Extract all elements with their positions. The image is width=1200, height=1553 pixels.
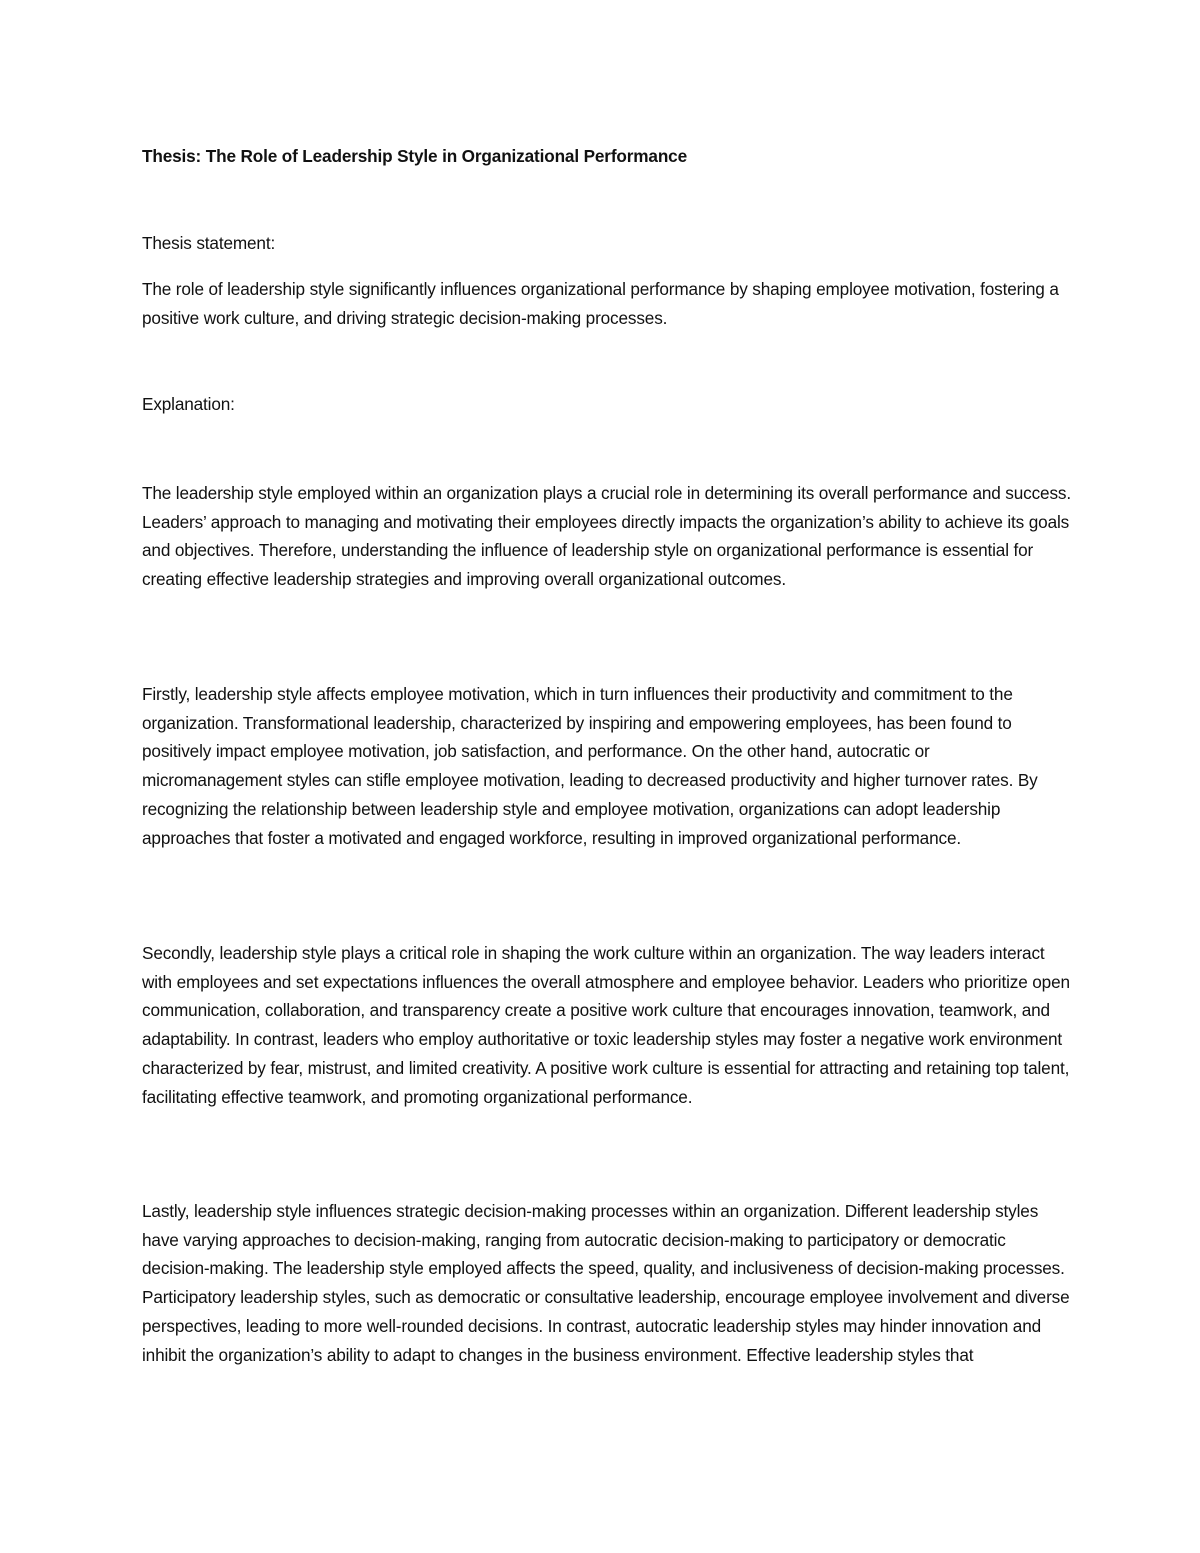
explanation-paragraph-intro: The leadership style employed within an organization plays a crucial role in determining its overall performance and success. Leaders’ approach to managing and motivating their employees directly impacts the organization’s ability to achieve its goals and objectives. Therefore, understanding the influence of leadership style on organizational performance is essential for creating effective leadership strategies and improving overall organizational outcomes. — [142, 483, 1071, 590]
thesis-statement-heading: Thesis statement: — [142, 233, 276, 253]
explanation-paragraph-decision-making: Lastly, leadership style influences strategic decision-making processes within an organization. Different leadership styles have varying approaches to decision-making, ranging from autocratic decision-making to participatory or democratic decision-making. The leadership style employed affects the speed, quality, and inclusiveness of decision-making processes. Participatory leadership styles, such as democratic or consultative leadership, encourage employee involvement and diverse perspectives, leading to more well-rounded decisions. In contrast, autocratic leadership styles may hinder innovation and inhibit the organization’s ability to adapt to changes in the business environment. Effective leadership styles that — [142, 1201, 1070, 1365]
explanation-paragraph-motivation: Firstly, leadership style affects employee motivation, which in turn influences their productivity and commitment to the organization. Transformational leadership, characterized by inspiring and empowering employees, has been found to positively impact employee motivation, job satisfaction, and performance. On the other hand, autocratic or micromanagement styles can stifle employee motivation, leading to decreased productivity and higher turnover rates. By recognizing the relationship between leadership style and employee motivation, organizations can adopt leadership approaches that foster a motivated and engaged workforce, resulting in improved organizational performance. — [142, 684, 1038, 848]
explanation-heading: Explanation: — [142, 394, 235, 414]
explanation-paragraph-culture: Secondly, leadership style plays a critical role in shaping the work culture within an organization. The way leaders interact with employees and set expectations influences the overall atmosphere and employee behavior. Leaders who prioritize open communication, collaboration, and transparency create a positive work culture that encourages innovation, teamwork, and adaptability. In contrast, leaders who employ authoritative or toxic leadership styles may foster a negative work environment characterized by fear, mistrust, and limited creativity. A positive work culture is essential for attracting and retaining top talent, facilitating effective teamwork, and promoting organizational performance. — [142, 943, 1070, 1107]
document-title: Thesis: The Role of Leadership Style in Organizational Performance — [142, 146, 688, 166]
thesis-statement-text: The role of leadership style significantly influences organizational performance by shaping employee motivation, fostering a positive work culture, and driving strategic decision-making processes. — [142, 279, 1059, 328]
